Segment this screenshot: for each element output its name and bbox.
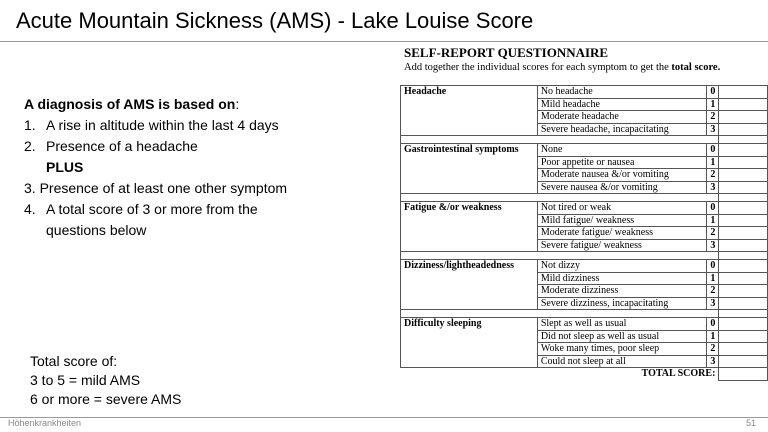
symptom-option-row	[401, 214, 768, 227]
spacer-cell	[401, 252, 719, 260]
mild-ams-range: 3 to 5 = mild AMS	[30, 372, 141, 388]
total-score-label: Total score of:	[30, 353, 118, 369]
score-entry-box[interactable]	[719, 98, 768, 111]
symptom-option-row	[401, 272, 768, 285]
option-label: No headache	[537, 86, 707, 99]
spacer-cell	[401, 194, 719, 202]
symptom-option-row	[401, 144, 768, 157]
total-score-box[interactable]	[719, 368, 768, 381]
symptom-label	[401, 111, 538, 124]
option-label: Moderate nausea &/or vomiting	[537, 169, 707, 182]
criteria-number: 3.	[24, 180, 36, 196]
criteria-number: 4.	[24, 201, 36, 217]
option-label: Poor appetite or nausea	[537, 156, 707, 169]
symptom-label	[401, 239, 538, 252]
symptom-label: Difficulty sleeping	[401, 318, 538, 331]
option-score: 0	[707, 144, 719, 157]
option-score: 1	[707, 272, 719, 285]
option-label: Woke many times, poor sleep	[537, 343, 707, 356]
option-score: 1	[707, 214, 719, 227]
score-entry-box[interactable]	[719, 343, 768, 356]
option-label: Severe dizziness, incapacitating	[537, 297, 707, 310]
option-score: 0	[707, 202, 719, 215]
diagnosis-criteria	[24, 94, 364, 241]
option-score: 2	[707, 227, 719, 240]
criteria-number: 2.	[24, 138, 36, 154]
symptom-label: Gastrointestinal symptoms	[401, 144, 538, 157]
symptom-label: Dizziness/lightheadedness	[401, 260, 538, 273]
symptom-option-row	[401, 202, 768, 215]
score-entry-box[interactable]	[719, 318, 768, 331]
symptom-option-row	[401, 239, 768, 252]
symptom-label: Fatigue &/or weakness	[401, 202, 538, 215]
option-label: Severe nausea &/or vomiting	[537, 181, 707, 194]
score-entry-box[interactable]	[719, 214, 768, 227]
symptom-option-row	[401, 156, 768, 169]
page-title: Acute Mountain Sickness (AMS) - Lake Louise Score	[16, 8, 534, 33]
score-entry-box[interactable]	[719, 144, 768, 157]
option-score: 3	[707, 181, 719, 194]
criteria-item	[24, 178, 364, 199]
option-label: Moderate dizziness	[537, 285, 707, 298]
score-entry-box[interactable]	[719, 239, 768, 252]
score-entry-box[interactable]	[719, 169, 768, 182]
symptom-label	[401, 355, 538, 368]
criteria-heading	[24, 94, 364, 115]
option-score: 0	[707, 260, 719, 273]
questionnaire-subtitle	[404, 62, 720, 73]
criteria-item	[24, 136, 364, 157]
option-score: 0	[707, 318, 719, 331]
criteria-plus: PLUS	[46, 159, 84, 175]
score-entry-box[interactable]	[719, 285, 768, 298]
symptom-option-row	[401, 98, 768, 111]
symptom-label	[401, 123, 538, 136]
option-label: Moderate fatigue/ weakness	[537, 227, 707, 240]
symptom-label	[401, 227, 538, 240]
criteria-heading-text: A diagnosis of AMS is based on	[24, 96, 236, 112]
criteria-text: A rise in altitude within the last 4 days	[46, 117, 279, 133]
symptom-label	[401, 214, 538, 227]
score-entry-box[interactable]	[719, 123, 768, 136]
total-score-legend	[30, 352, 181, 409]
criteria-text: A total score of 3 or more from the	[46, 201, 258, 217]
option-label: Mild headache	[537, 98, 707, 111]
questionnaire-title: SELF-REPORT QUESTIONNAIRE	[404, 45, 609, 60]
total-score-row	[401, 368, 768, 381]
section-spacer	[401, 136, 768, 144]
symptom-option-row	[401, 330, 768, 343]
section-spacer	[401, 194, 768, 202]
option-label: Mild dizziness	[537, 272, 707, 285]
score-entry-box[interactable]	[719, 260, 768, 273]
option-score: 2	[707, 111, 719, 124]
option-score: 1	[707, 156, 719, 169]
footer-divider	[0, 417, 768, 418]
footer-label: Höhenkrankheiten	[8, 418, 82, 428]
questionnaire-table	[400, 85, 768, 381]
option-label: Could not sleep at all	[537, 355, 707, 368]
symptom-option-row	[401, 169, 768, 182]
symptom-label: Headache	[401, 86, 538, 99]
symptom-label	[401, 181, 538, 194]
option-label: Not tired or weak	[537, 202, 707, 215]
score-entry-box[interactable]	[719, 202, 768, 215]
spacer-cell	[401, 310, 719, 318]
option-label: Mild fatigue/ weakness	[537, 214, 707, 227]
criteria-continuation: questions below	[46, 222, 147, 238]
section-spacer	[401, 310, 768, 318]
option-label: Severe headache, incapacitating	[537, 123, 707, 136]
score-entry-box[interactable]	[719, 111, 768, 124]
symptom-option-row	[401, 260, 768, 273]
symptom-label	[401, 169, 538, 182]
symptom-option-row	[401, 227, 768, 240]
symptom-label	[401, 343, 538, 356]
option-label: Slept as well as usual	[537, 318, 707, 331]
option-score: 3	[707, 239, 719, 252]
symptom-option-row	[401, 123, 768, 136]
option-score: 2	[707, 343, 719, 356]
severe-ams-range: 6 or more = severe AMS	[30, 391, 182, 407]
criteria-item	[24, 115, 364, 136]
option-label: Severe fatigue/ weakness	[537, 239, 707, 252]
score-entry-box[interactable]	[719, 156, 768, 169]
score-entry-box[interactable]	[719, 227, 768, 240]
option-score: 1	[707, 330, 719, 343]
score-entry-box[interactable]	[719, 181, 768, 194]
score-entry-box[interactable]	[719, 297, 768, 310]
criteria-item	[24, 199, 364, 220]
option-score: 2	[707, 169, 719, 182]
option-label: None	[537, 144, 707, 157]
symptom-label	[401, 297, 538, 310]
symptom-label	[401, 272, 538, 285]
option-score: 0	[707, 86, 719, 99]
spacer-box	[719, 136, 768, 144]
total-score-label: TOTAL SCORE:	[401, 368, 719, 381]
criteria-text: Presence of at least one other symptom	[39, 180, 288, 196]
symptom-label	[401, 156, 538, 169]
option-label: Did not sleep as well as usual	[537, 330, 707, 343]
spacer-box	[719, 310, 768, 318]
option-label: Not dizzy	[537, 260, 707, 273]
symptom-label	[401, 98, 538, 111]
section-spacer	[401, 252, 768, 260]
symptom-label	[401, 330, 538, 343]
symptom-option-row	[401, 111, 768, 124]
symptom-option-row	[401, 355, 768, 368]
symptom-label	[401, 285, 538, 298]
symptom-option-row	[401, 285, 768, 298]
score-entry-box[interactable]	[719, 272, 768, 285]
symptom-option-row	[401, 343, 768, 356]
spacer-box	[719, 252, 768, 260]
option-label: Moderate headache	[537, 111, 707, 124]
subtitle-text: Add together the individual scores for each symptom to get the	[404, 62, 672, 73]
option-score: 2	[707, 285, 719, 298]
symptom-option-row	[401, 297, 768, 310]
option-score: 1	[707, 98, 719, 111]
criteria-heading-colon: :	[235, 96, 240, 112]
page-number: 51	[745, 418, 756, 428]
criteria-text: Presence of a headache	[46, 138, 198, 154]
option-score: 3	[707, 123, 719, 136]
score-entry-box[interactable]	[719, 86, 768, 99]
option-score: 3	[707, 355, 719, 368]
spacer-box	[719, 194, 768, 202]
symptom-option-row	[401, 181, 768, 194]
title-divider	[0, 41, 768, 42]
spacer-cell	[401, 136, 719, 144]
criteria-number: 1.	[24, 117, 36, 133]
symptom-option-row	[401, 318, 768, 331]
score-entry-box[interactable]	[719, 330, 768, 343]
option-score: 3	[707, 297, 719, 310]
score-entry-box[interactable]	[719, 355, 768, 368]
symptom-option-row	[401, 86, 768, 99]
subtitle-bold: total score.	[671, 62, 721, 73]
